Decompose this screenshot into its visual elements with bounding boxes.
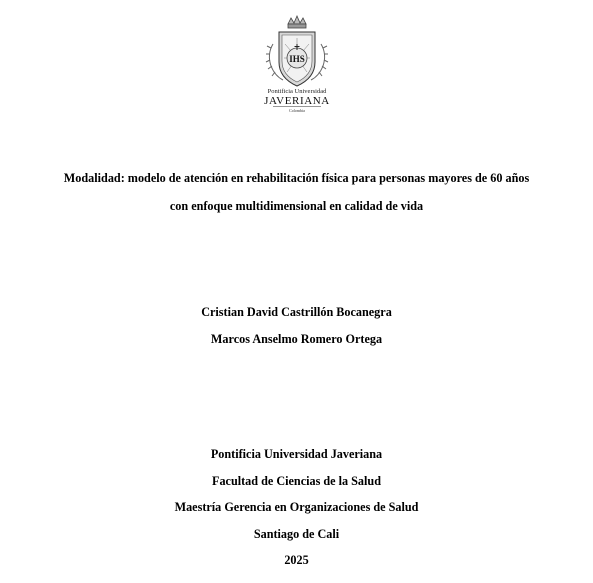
thesis-title-line-2: con enfoque multidimensional en calidad de vida bbox=[169, 199, 424, 213]
faculty-name: Facultad de Ciencias de la Salud bbox=[212, 474, 381, 488]
author-1: Cristian David Castrillón Bocanegra bbox=[201, 305, 392, 319]
program-name: Maestría Gerencia en Organizaciones de Salud bbox=[174, 500, 419, 514]
logo-line-1: Pontificia Universidad bbox=[267, 88, 327, 95]
logo-line-3: Colombia bbox=[289, 108, 305, 113]
crest-monogram: IHS bbox=[289, 54, 305, 64]
university-name: Pontificia Universidad Javeriana bbox=[210, 447, 383, 461]
crest-icon bbox=[257, 14, 337, 114]
university-logo bbox=[257, 14, 337, 114]
logo-line-2: JAVERIANA bbox=[264, 95, 330, 107]
city-name: Santiago de Cali bbox=[253, 527, 340, 541]
year: 2025 bbox=[284, 553, 309, 567]
thesis-title-line-1: Modalidad: modelo de atención en rehabilitación física para personas mayores de 60 años bbox=[63, 171, 530, 185]
author-2: Marcos Anselmo Romero Ortega bbox=[210, 332, 383, 346]
